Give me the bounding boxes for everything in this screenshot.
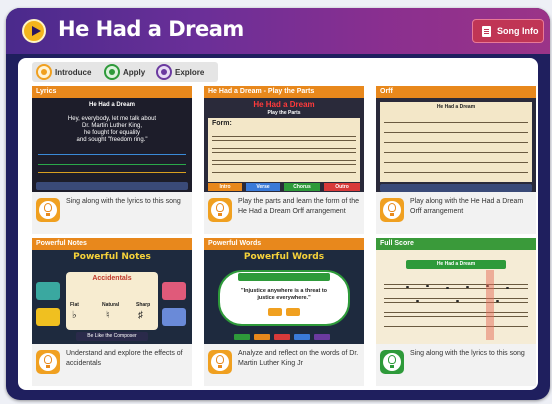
arrow-left-icon (268, 308, 282, 316)
play-parts-thumbnail (204, 98, 364, 192)
powerful-words-thumbnail (204, 250, 364, 344)
banner (238, 273, 330, 281)
card-title: Powerful Words (204, 238, 364, 250)
decorative-image (36, 282, 60, 300)
natural-icon: ♮ (106, 310, 110, 321)
thumb-subtitle: Play the Parts (267, 110, 301, 116)
card-orff[interactable] (376, 86, 536, 234)
lyric-line: Dr. Martin Luther King, (81, 123, 143, 129)
word-button (274, 334, 290, 340)
card-description: Play along with the He Had a Dream Orff arrangement (410, 198, 524, 215)
thumb-title: He Had a Dream (436, 104, 476, 110)
tab-apply[interactable] (104, 64, 150, 80)
card-title: He Had a Dream - Play the Parts (204, 86, 364, 98)
lyric-line: he fought for equality (83, 130, 141, 136)
decorative-image (162, 282, 186, 300)
lyric-line: Hey, everybody, let me talk about (67, 116, 157, 122)
decorative-image (162, 308, 186, 326)
card-footer (376, 192, 536, 234)
lightbulb-icon (380, 198, 404, 222)
powerful-notes-thumbnail (32, 250, 192, 344)
thumb-title: He Had a Dream (253, 100, 315, 109)
lightbulb-icon (208, 350, 232, 374)
lightbulb-icon (36, 198, 60, 222)
song-info-label: Song Info (497, 26, 539, 36)
full-score-thumbnail (376, 250, 536, 344)
orff-thumbnail (376, 98, 536, 192)
lightbulb-icon (36, 64, 52, 80)
lyric-line: and sought "freedom ring." (76, 137, 148, 143)
compass-icon (156, 64, 172, 80)
card-full-score[interactable] (376, 238, 536, 386)
sharp-icon: ♯ (138, 310, 143, 321)
card-footer (204, 344, 364, 386)
card-title: Lyrics (32, 86, 192, 98)
document-icon (482, 26, 491, 37)
word-button (294, 334, 310, 340)
tab-explore[interactable] (156, 64, 212, 80)
card-lyrics[interactable] (32, 86, 192, 234)
thumb-title: Powerful Notes (73, 252, 151, 262)
thumb-title: He Had a Dream (436, 261, 476, 267)
tab-bar (32, 62, 218, 82)
card-description: Play the parts and learn the form of the He Had a Dream Orff arrangement (238, 198, 360, 215)
hand-icon (104, 64, 120, 80)
form-label: Form: (212, 120, 232, 127)
word-button (234, 334, 250, 340)
card-description: Analyze and reflect on the words of Dr. Martin Luther King Jr (238, 350, 359, 367)
divider (38, 164, 186, 165)
tab-introduce-label: Introduce (55, 68, 92, 77)
section-button: Chorus (284, 183, 320, 191)
section-button: Intro (208, 183, 242, 191)
composer-label: Be Like the Composer (76, 332, 148, 341)
card-description: Understand and explore the effects of accidentals (66, 350, 183, 367)
card-description: Sing along with the lyrics to this song (410, 350, 525, 357)
header-bar (6, 8, 550, 54)
hand-icon (380, 350, 404, 374)
natural-label: Natural (102, 302, 120, 308)
content-panel (18, 58, 538, 390)
sharp-label: Sharp (136, 302, 151, 308)
card-play-the-parts[interactable] (204, 86, 364, 234)
tab-apply-label: Apply (123, 68, 146, 77)
arrow-right-icon (286, 308, 300, 316)
word-button (254, 334, 270, 340)
lightbulb-icon (208, 198, 232, 222)
quote-text: "Injustice anywhere is a threat to justice everywhere." (240, 288, 328, 301)
tab-introduce[interactable] (36, 64, 96, 80)
section-button: Outro (324, 183, 360, 191)
card-footer (32, 344, 192, 386)
decorative-image (36, 308, 60, 326)
card-title: Full Score (376, 238, 536, 250)
play-icon (32, 26, 41, 36)
card-footer (204, 192, 364, 234)
page-title: He Had a Dream (58, 17, 244, 41)
player-controls (380, 184, 532, 192)
card-title: Orff (376, 86, 536, 98)
flat-label: Flat (70, 302, 79, 308)
divider (38, 172, 186, 173)
word-button (314, 334, 330, 340)
card-footer (32, 192, 192, 234)
divider (38, 154, 186, 155)
play-button[interactable] (22, 19, 46, 43)
card-powerful-notes[interactable] (32, 238, 192, 386)
thumb-title: He Had a Dream (88, 102, 136, 108)
lyrics-thumbnail (32, 98, 192, 192)
box-title: Accidentals (92, 275, 132, 282)
player-controls (36, 182, 188, 190)
song-info-button[interactable] (472, 19, 544, 43)
card-description: Sing along with the lyrics to this song (66, 198, 181, 205)
app-window (6, 8, 550, 400)
flat-icon: ♭ (72, 310, 77, 321)
playhead (486, 270, 494, 340)
tab-explore-label: Explore (175, 68, 205, 77)
card-footer (376, 344, 536, 386)
card-powerful-words[interactable] (204, 238, 364, 386)
thumb-title: Powerful Words (243, 252, 325, 262)
section-button: Verse (246, 183, 280, 191)
card-title: Powerful Notes (32, 238, 192, 250)
lightbulb-icon (36, 350, 60, 374)
